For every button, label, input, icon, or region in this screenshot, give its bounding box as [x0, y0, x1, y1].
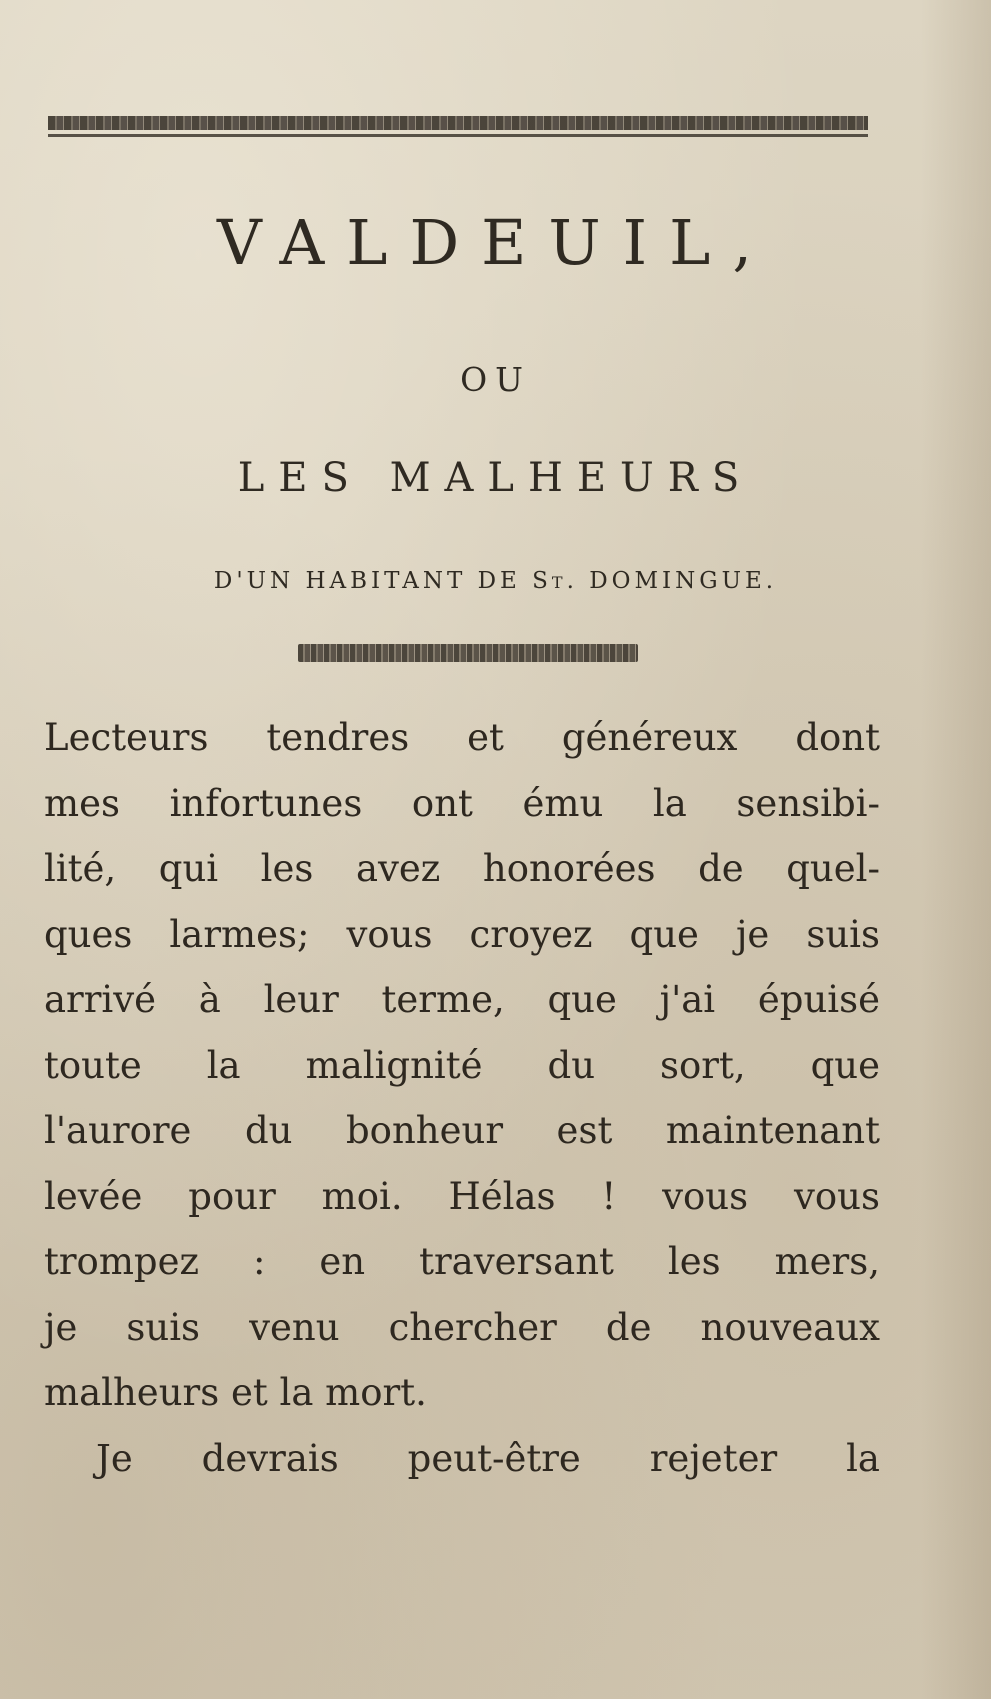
top-ornamental-rule: [48, 116, 868, 138]
title-conjunction: OU: [460, 360, 531, 399]
text-line: mes infortunes ont ému la sensibi-: [44, 781, 880, 825]
text-line: Je devrais peut-être rejeter la: [96, 1436, 880, 1480]
text-line: l'aurore du bonheur est maintenant: [44, 1109, 880, 1152]
body-text: [44, 705, 880, 1491]
ornamental-divider: [298, 644, 638, 662]
chapter-title: VALDEUIL,: [216, 206, 775, 279]
text-line: Lecteurs tendres et généreux dont: [44, 716, 880, 759]
text-line: je suis venu chercher de nouveaux: [44, 1305, 880, 1349]
top-rule-thin: [48, 134, 868, 137]
text-line: lité, qui les avez honorées de quel-: [44, 847, 880, 890]
subtitle-place: D'UN HABITANT DE St. DOMINGUE.: [213, 568, 778, 594]
subtitle: LES MALHEURS: [237, 455, 754, 501]
text-line: malheurs et la mort.: [44, 1371, 427, 1414]
text-line: toute la malignité du sort, que: [44, 1043, 880, 1087]
text-line: trompez : en traversant les mers,: [44, 1240, 880, 1283]
top-rule-thick: [48, 116, 868, 130]
text-line: levée pour moi. Hélas ! vous vous: [44, 1174, 880, 1218]
text-line: arrivé à leur terme, que j'ai épuisé: [44, 978, 880, 1021]
text-line: ques larmes; vous croyez que je suis: [44, 912, 880, 956]
